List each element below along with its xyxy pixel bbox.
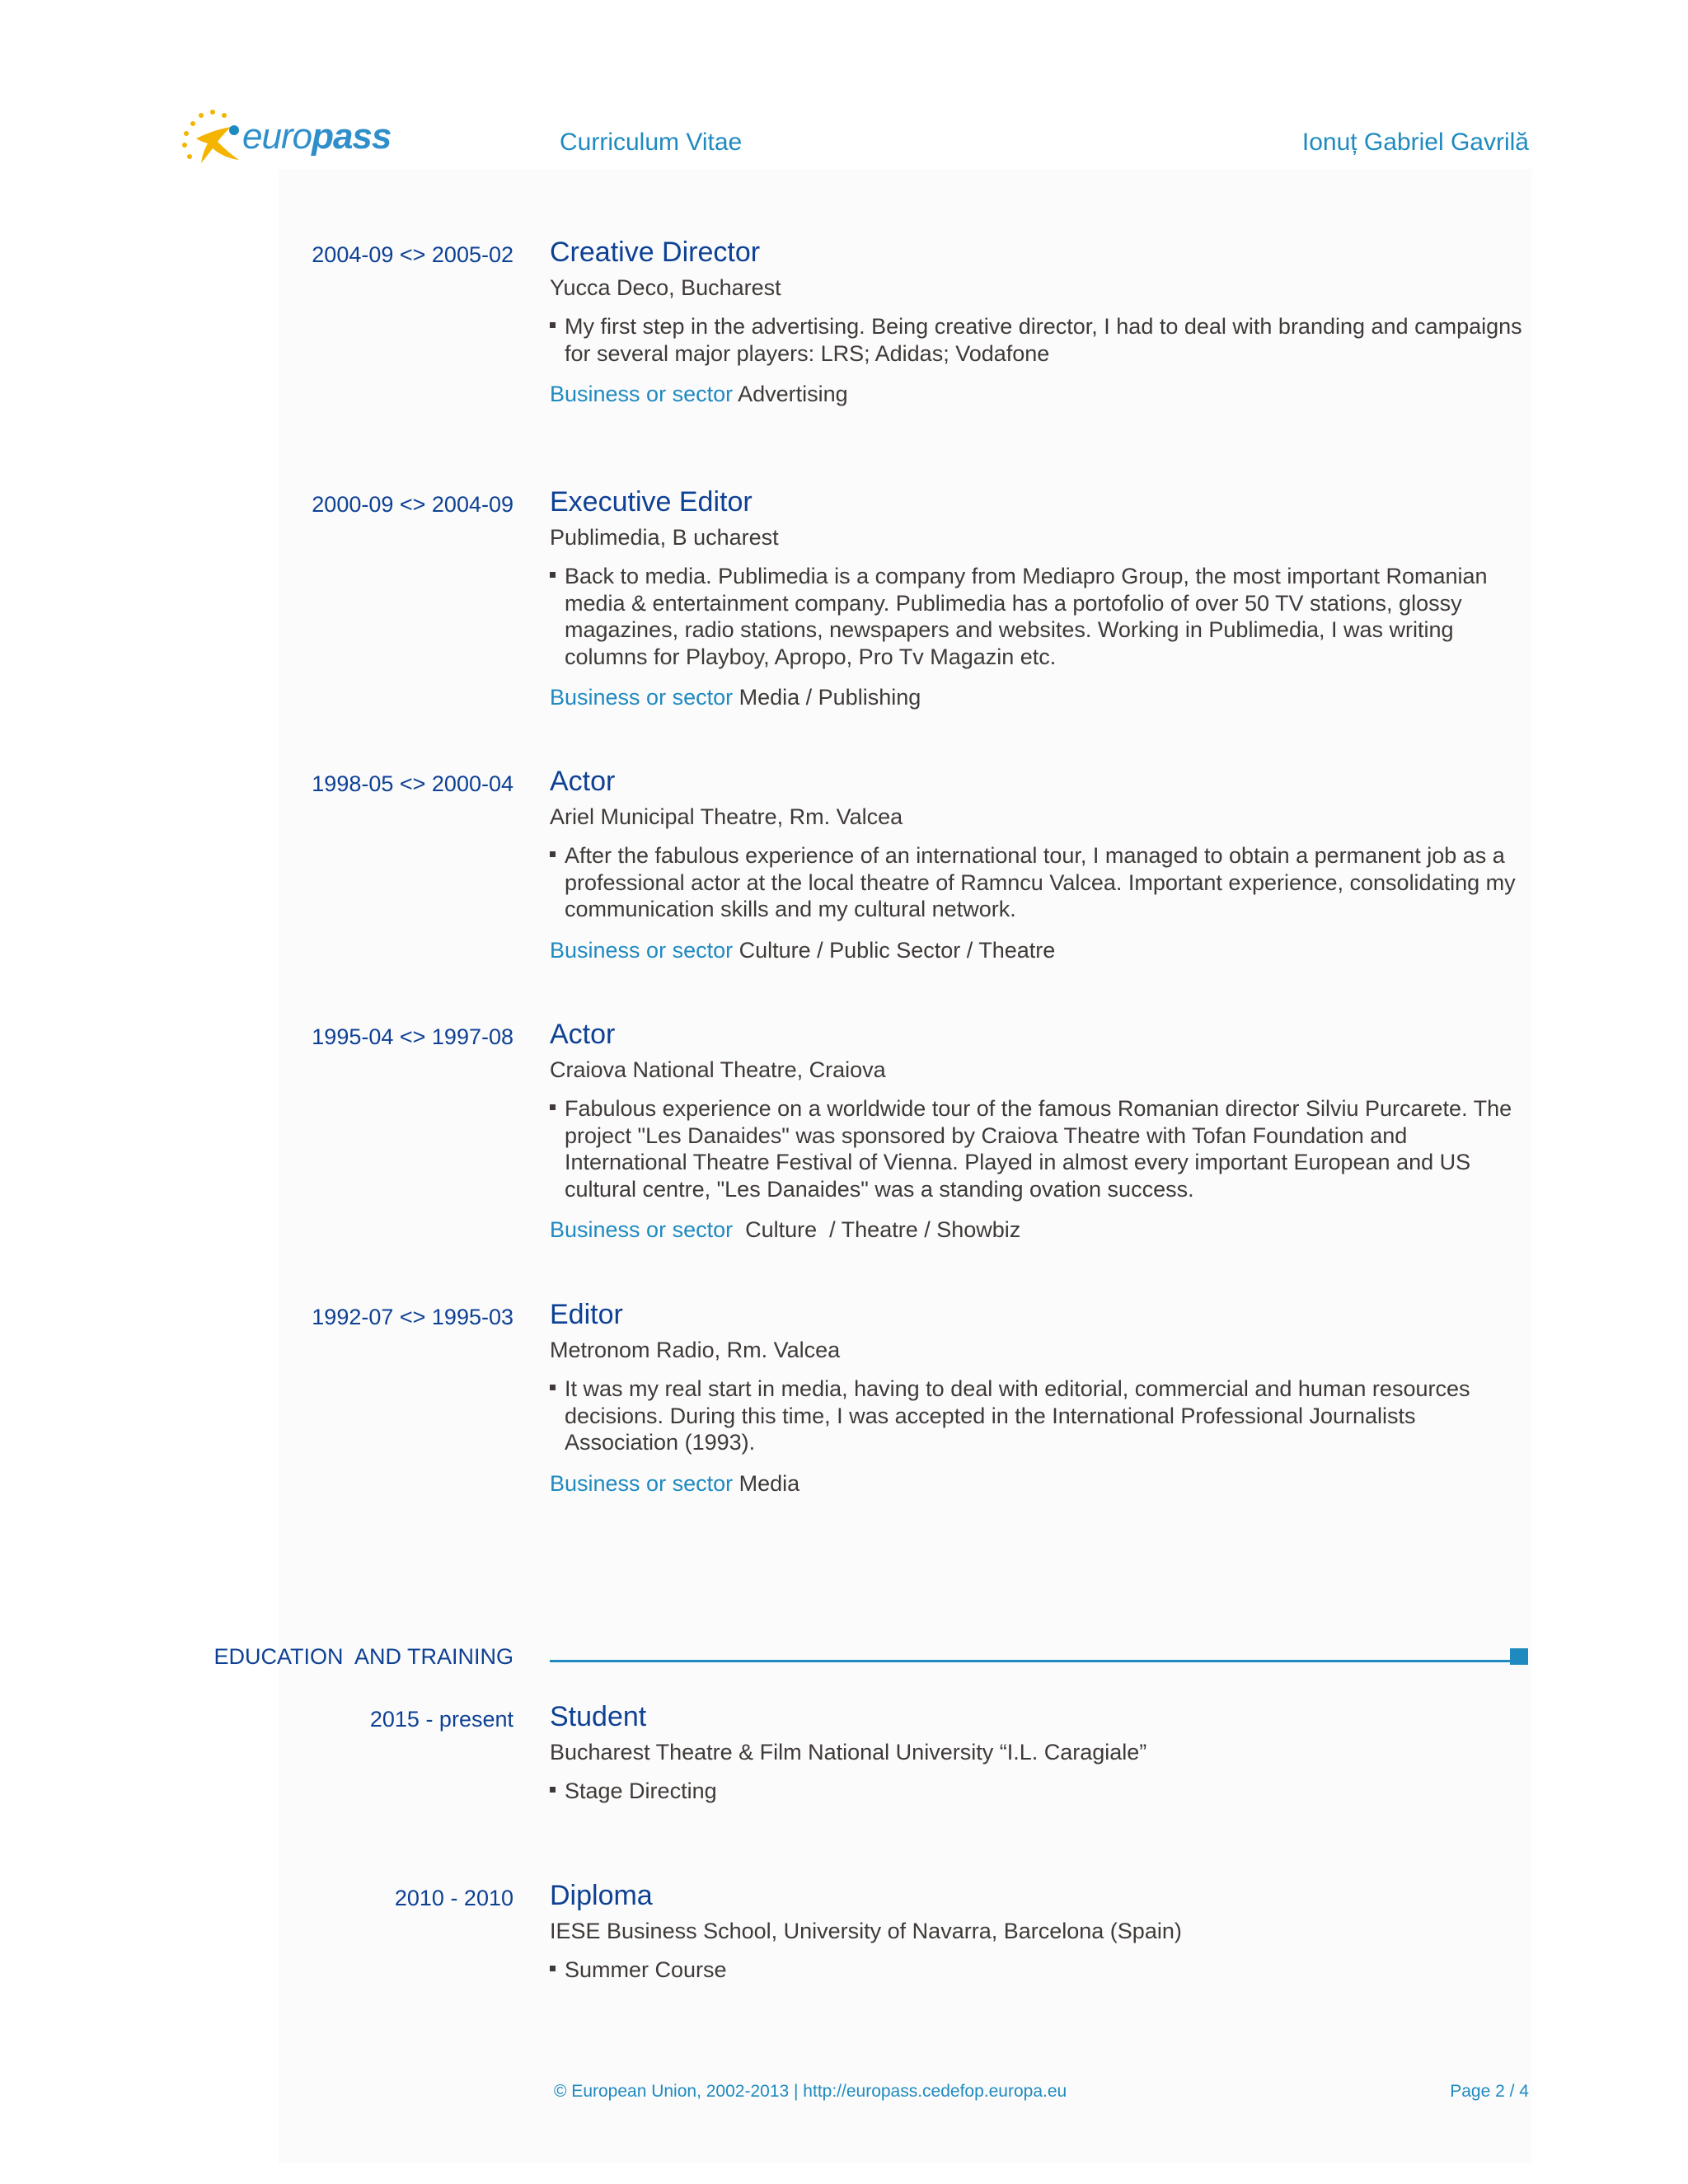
employer: Craiova National Theatre, Craiova xyxy=(550,1057,886,1082)
description-bullet: Stage Directing xyxy=(550,1778,1531,1805)
entry-date: 1998-05 <> 2000-04 xyxy=(312,771,513,796)
employer: Ariel Municipal Theatre, Rm. Valcea xyxy=(550,804,903,829)
entry-date: 2000-09 <> 2004-09 xyxy=(312,492,513,517)
section-square-icon xyxy=(1510,1648,1528,1665)
bullet-square-icon xyxy=(550,1966,556,1971)
bullet-square-icon xyxy=(550,1385,556,1390)
job-title: Actor xyxy=(550,766,616,797)
bullet-square-icon xyxy=(550,322,556,328)
entry-date: 2015 - present xyxy=(369,1707,513,1732)
entry-date: 1992-07 <> 1995-03 xyxy=(312,1305,513,1329)
section-title: EDUCATION AND TRAINING xyxy=(213,1644,513,1669)
description-bullet: After the fabulous experience of an international tour, I managed to obtain a permanent job as a professional actor at the local theatre of Ramncu Valcea. Important experience, consolidating my communication skills and my cultural network. xyxy=(550,842,1531,923)
business-sector: Business or sector Media xyxy=(550,1470,800,1496)
qualification-title: Diploma xyxy=(550,1880,653,1911)
footer-copyright: © European Union, 2002-2013 | http://europass.cedefop.europa.eu xyxy=(554,2082,1067,2101)
description-bullet: Fabulous experience on a worldwide tour of the famous Romanian director Silviu Purcarete. The project "Les Danaides" was sponsored by Craiova Theatre with Tofan Foundation and International Theatre Festival of Vienna. Played in almost every important European and US cultural centre, "Les Danaides" was a standing ovation success. xyxy=(550,1095,1531,1202)
document-title: Curriculum Vitae xyxy=(560,129,743,156)
section-divider xyxy=(550,1660,1512,1662)
institution: IESE Business School, University of Navarra, Barcelona (Spain) xyxy=(550,1919,1182,1943)
education-section-heading xyxy=(0,1644,1688,1677)
business-sector: Business or sector Advertising xyxy=(550,382,848,406)
business-sector: Business or sector Culture / Public Sector / Theatre xyxy=(550,937,1056,963)
entry-date: 1995-04 <> 1997-08 xyxy=(312,1024,513,1049)
bullet-square-icon xyxy=(550,1787,556,1793)
employer: Metronom Radio, Rm. Valcea xyxy=(550,1338,841,1362)
description-bullet: It was my real start in media, having to deal with editorial, commercial and human resources decisions. During this time, I was accepted in the International Professional Journalists Association (1993). xyxy=(550,1376,1531,1456)
job-title: Editor xyxy=(550,1299,623,1330)
bullet-square-icon xyxy=(550,1104,556,1110)
entry-date: 2010 - 2010 xyxy=(394,1886,513,1910)
description-bullet: Summer Course xyxy=(550,1957,1531,1984)
job-title: Creative Director xyxy=(550,237,761,268)
business-sector: Business or sector Media / Publishing xyxy=(550,685,921,710)
job-title: Actor xyxy=(550,1019,616,1050)
qualification-title: Student xyxy=(550,1701,647,1732)
europass-logo xyxy=(180,105,394,171)
entry-date: 2004-09 <> 2005-02 xyxy=(312,242,513,267)
bullet-square-icon xyxy=(550,851,556,857)
bullet-square-icon xyxy=(550,572,556,578)
job-title: Executive Editor xyxy=(550,486,753,518)
europass-logo-text: europass xyxy=(242,116,392,157)
person-name: Ionuț Gabriel Gavrilă xyxy=(1301,129,1529,156)
europass-logo-figure xyxy=(180,105,246,171)
institution: Bucharest Theatre & Film National University “I.L. Caragiale” xyxy=(550,1740,1147,1765)
employer: Publimedia, B ucharest xyxy=(550,525,779,550)
business-sector: Business or sector Culture / Theatre / Showbiz xyxy=(550,1217,1021,1242)
description-bullet: My first step in the advertising. Being creative director, I had to deal with branding and campaigns for several major players: LRS; Adidas; Vodafone xyxy=(550,313,1531,367)
description-bullet: Back to media. Publimedia is a company from Mediapro Group, the most important Romanian media & entertainment company. Publimedia has a portofolio of over 50 TV stations, glossy magazines, radio stations, newspapers and websites. Working in Publimedia, I was writing columns for Playboy, Apropo, Pro Tv Magazin etc. xyxy=(550,563,1531,670)
page-number: Page 2 / 4 xyxy=(1450,2082,1529,2101)
employer: Yucca Deco, Bucharest xyxy=(550,275,781,300)
